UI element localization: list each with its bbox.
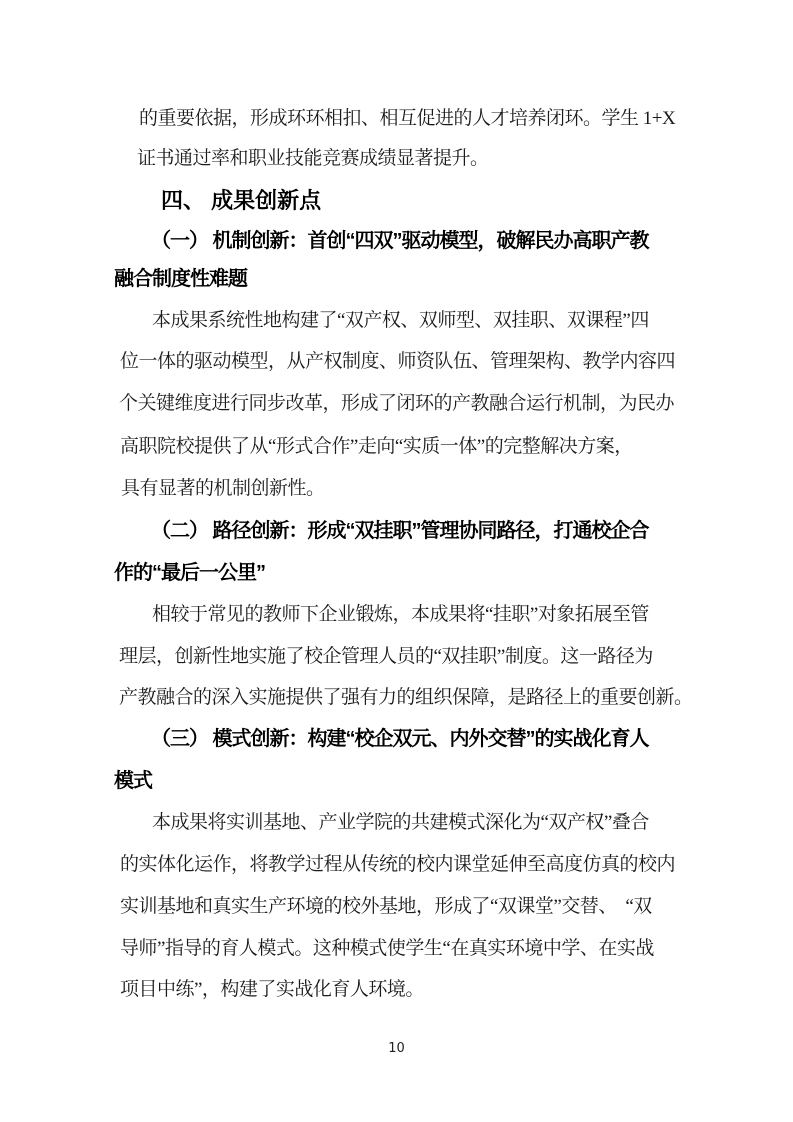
body-text-line: 本成果将实训基地、产业学院的共建模式深化为“双产权”叠合 (152, 812, 649, 833)
body-text-line: 理层，创新性地实施了校企管理人员的“双挂职”制度。这一路径为 (119, 646, 653, 667)
body-text-line: 本成果系统性地构建了“双产权、双师型、双挂职、双课程”四 (152, 310, 649, 331)
section-heading-line: （三） 模式创新：构建“校企双元、内外交替”的实战化育人 (151, 728, 649, 750)
body-text-line: 相较于常见的教师下企业锻炼，本成果将“挂职”对象拓展至管 (152, 604, 649, 625)
section-heading-line: （二） 路径创新：形成“双挂职”管理协同路径，打通校企合 (151, 520, 649, 542)
body-text-line: 的重要依据，形成环环相扣、相互促进的人才培养闭环。学生 1+X (139, 108, 676, 129)
body-text-line: 个关键维度进行同步改革，形成了闭环的产教融合运行机制，为民办 (119, 393, 675, 414)
body-text-line: 高职院校提供了从“形式合作”走向“实质一体”的完整解决方案， (120, 436, 633, 457)
body-text-line: 的实体化运作，将教学过程从传统的校内课堂延伸至高度仿真的校内 (120, 854, 676, 875)
section-heading-line: 作的“最后一公里” (114, 562, 265, 584)
body-text-line: 具有显著的机制创新性。 (121, 478, 325, 499)
body-text-line: 项目中练”，构建了实战化育人环境。 (120, 979, 424, 1000)
section-heading-line: 模式 (114, 770, 152, 792)
section-heading-line: 融合制度性难题 (114, 268, 247, 290)
chapter-heading: 四、 成果创新点 (161, 188, 322, 213)
body-text-line: 导师”指导的育人模式。这种模式使学生“在真实环境中学、在实战 (120, 938, 654, 959)
body-text-line: 实训基地和真实生产环境的校外基地，形成了“双课堂”交替、 “双 (120, 896, 652, 917)
section-heading-line: （一） 机制创新：首创“四双”驱动模型，破解民办高职产教 (151, 230, 649, 252)
body-text-line: 产教融合的深入实施提供了强有力的组织保障，是路径上的重要创新。 (119, 687, 693, 708)
body-text-line: 证书通过率和职业技能竞赛成绩显著提升。 (137, 148, 489, 169)
page-number: 10 (388, 1041, 405, 1056)
body-text-line: 位一体的驱动模型，从产权制度、师资队伍、管理架构、教学内容四 (120, 351, 676, 372)
